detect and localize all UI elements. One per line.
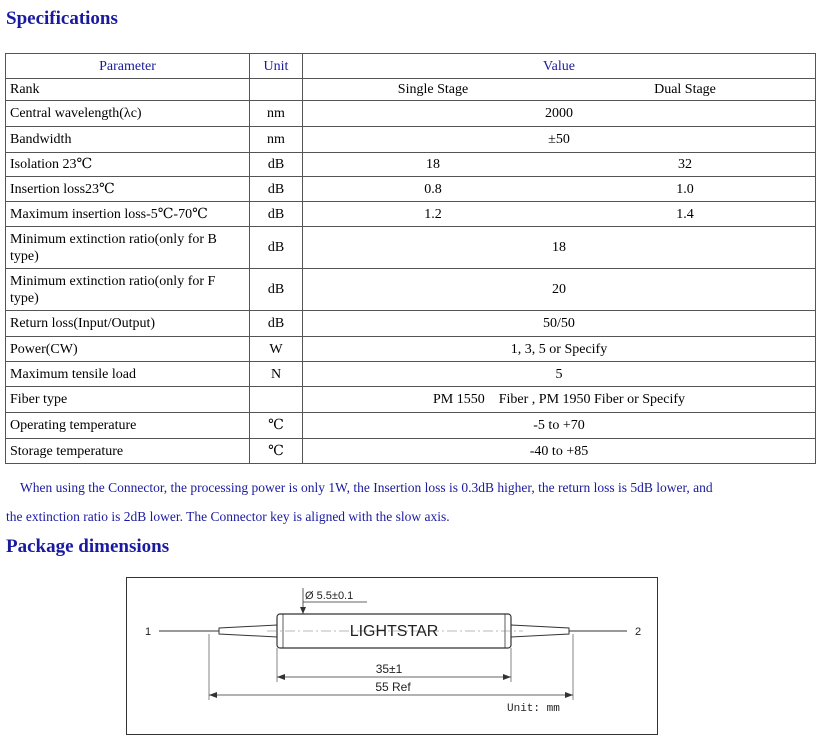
cell-value: -40 to +85 xyxy=(303,439,816,464)
cell-parameter: Isolation 23℃ xyxy=(6,153,250,177)
cell-value: 2000 xyxy=(303,101,816,127)
table-row xyxy=(6,311,816,337)
brand-label: LIGHTSTAR xyxy=(349,623,439,640)
package-dimensions-diagram xyxy=(126,577,658,735)
cell-value: 1, 3, 5 or Specify xyxy=(303,337,816,362)
cell-unit: dB xyxy=(250,177,303,202)
table-row xyxy=(6,101,816,127)
connector-note-line-1: When using the Connector, the processing power is only 1W, the Insertion loss is 0.3dB higher, the return loss is 5dB lower, and xyxy=(20,480,713,495)
cell-value: PM 1550 Fiber , PM 1950 Fiber or Specify xyxy=(303,387,816,413)
specifications-heading: Specifications xyxy=(6,8,118,29)
table-row xyxy=(6,439,816,464)
cell-unit: dB xyxy=(250,153,303,177)
cell-unit: nm xyxy=(250,127,303,153)
cell-parameter: Minimum extinction ratio(only for F type) xyxy=(6,269,250,311)
cell-parameter: Maximum insertion loss-5℃-70℃ xyxy=(6,202,250,227)
cell-parameter: Maximum tensile load xyxy=(6,362,250,387)
package-drawing xyxy=(127,578,659,736)
total-length-label: 55 Ref xyxy=(375,680,411,694)
value-pair xyxy=(307,81,811,98)
cell-unit: W xyxy=(250,337,303,362)
value-single-stage: 18 xyxy=(426,157,440,172)
cell-parameter: Central wavelength(λc) xyxy=(6,101,250,127)
table-row xyxy=(6,177,816,202)
cell-parameter: Rank xyxy=(6,79,250,101)
value-pair xyxy=(307,206,811,223)
cell-unit: dB xyxy=(250,269,303,311)
table-row xyxy=(6,269,816,311)
cell-value: -5 to +70 xyxy=(303,413,816,439)
cell-unit xyxy=(250,387,303,413)
value-dual-stage: 1.0 xyxy=(676,181,694,197)
cell-unit: dB xyxy=(250,311,303,337)
value-single-stage: Single Stage xyxy=(397,82,469,97)
cell-parameter: Insertion loss23℃ xyxy=(6,177,250,202)
cell-parameter: Return loss(Input/Output) xyxy=(6,311,250,337)
cell-value: 5 xyxy=(303,362,816,387)
table-row xyxy=(6,337,816,362)
header-value: Value xyxy=(303,54,816,79)
port-right-label: 2 xyxy=(635,626,642,638)
value-dual-stage: 32 xyxy=(678,157,692,172)
package-dimensions-heading: Package dimensions xyxy=(6,536,170,557)
table-row xyxy=(6,202,816,227)
value-pair xyxy=(307,156,811,173)
cell-unit: dB xyxy=(250,227,303,269)
cell-unit: N xyxy=(250,362,303,387)
table-row xyxy=(6,227,816,269)
header-unit: Unit xyxy=(250,54,303,79)
cell-value xyxy=(303,177,816,202)
value-dual-stage: 1.4 xyxy=(676,206,694,222)
total-dim-arrow-right xyxy=(565,692,573,698)
port-left-label: 1 xyxy=(145,626,152,638)
cell-parameter: Fiber type xyxy=(6,387,250,413)
table-header-row xyxy=(6,54,816,79)
cell-value: 18 xyxy=(303,227,816,269)
table-row xyxy=(6,153,816,177)
table-row xyxy=(6,79,816,101)
cell-value: 20 xyxy=(303,269,816,311)
cell-parameter: Power(CW) xyxy=(6,337,250,362)
table-row xyxy=(6,413,816,439)
table-row xyxy=(6,362,816,387)
body-dim-arrow-left xyxy=(277,674,285,680)
cell-value xyxy=(303,79,816,101)
cell-unit: ℃ xyxy=(250,413,303,439)
cell-parameter: Operating temperature xyxy=(6,413,250,439)
diameter-label: Ø 5.5±0.1 xyxy=(305,590,354,602)
cell-value xyxy=(303,153,816,177)
table-row xyxy=(6,387,816,413)
body-length-label: 35±1 xyxy=(375,662,403,676)
cell-unit: nm xyxy=(250,101,303,127)
value-pair xyxy=(307,181,811,198)
table-body xyxy=(6,79,816,464)
connector-note-line-2: the extinction ratio is 2dB lower. The Connector key is aligned with the slow axis. xyxy=(6,509,450,524)
table-row xyxy=(6,127,816,153)
cell-unit: ℃ xyxy=(250,439,303,464)
cell-value xyxy=(303,202,816,227)
value-single-stage: 1.2 xyxy=(424,206,442,222)
cell-parameter: Storage temperature xyxy=(6,439,250,464)
value-dual-stage: Dual Stage xyxy=(654,82,716,97)
cell-value: 50/50 xyxy=(303,311,816,337)
cell-unit: dB xyxy=(250,202,303,227)
cell-parameter: Minimum extinction ratio(only for B type) xyxy=(6,227,250,269)
header-parameter: Parameter xyxy=(6,54,250,79)
specifications-table xyxy=(5,53,816,464)
total-dim-arrow-left xyxy=(209,692,217,698)
cell-parameter: Bandwidth xyxy=(6,127,250,153)
cell-unit xyxy=(250,79,303,101)
diameter-arrow xyxy=(300,607,306,614)
value-single-stage: 0.8 xyxy=(424,181,442,197)
body-dim-arrow-right xyxy=(503,674,511,680)
unit-label: Unit: mm xyxy=(507,703,560,715)
cell-value: ±50 xyxy=(303,127,816,153)
